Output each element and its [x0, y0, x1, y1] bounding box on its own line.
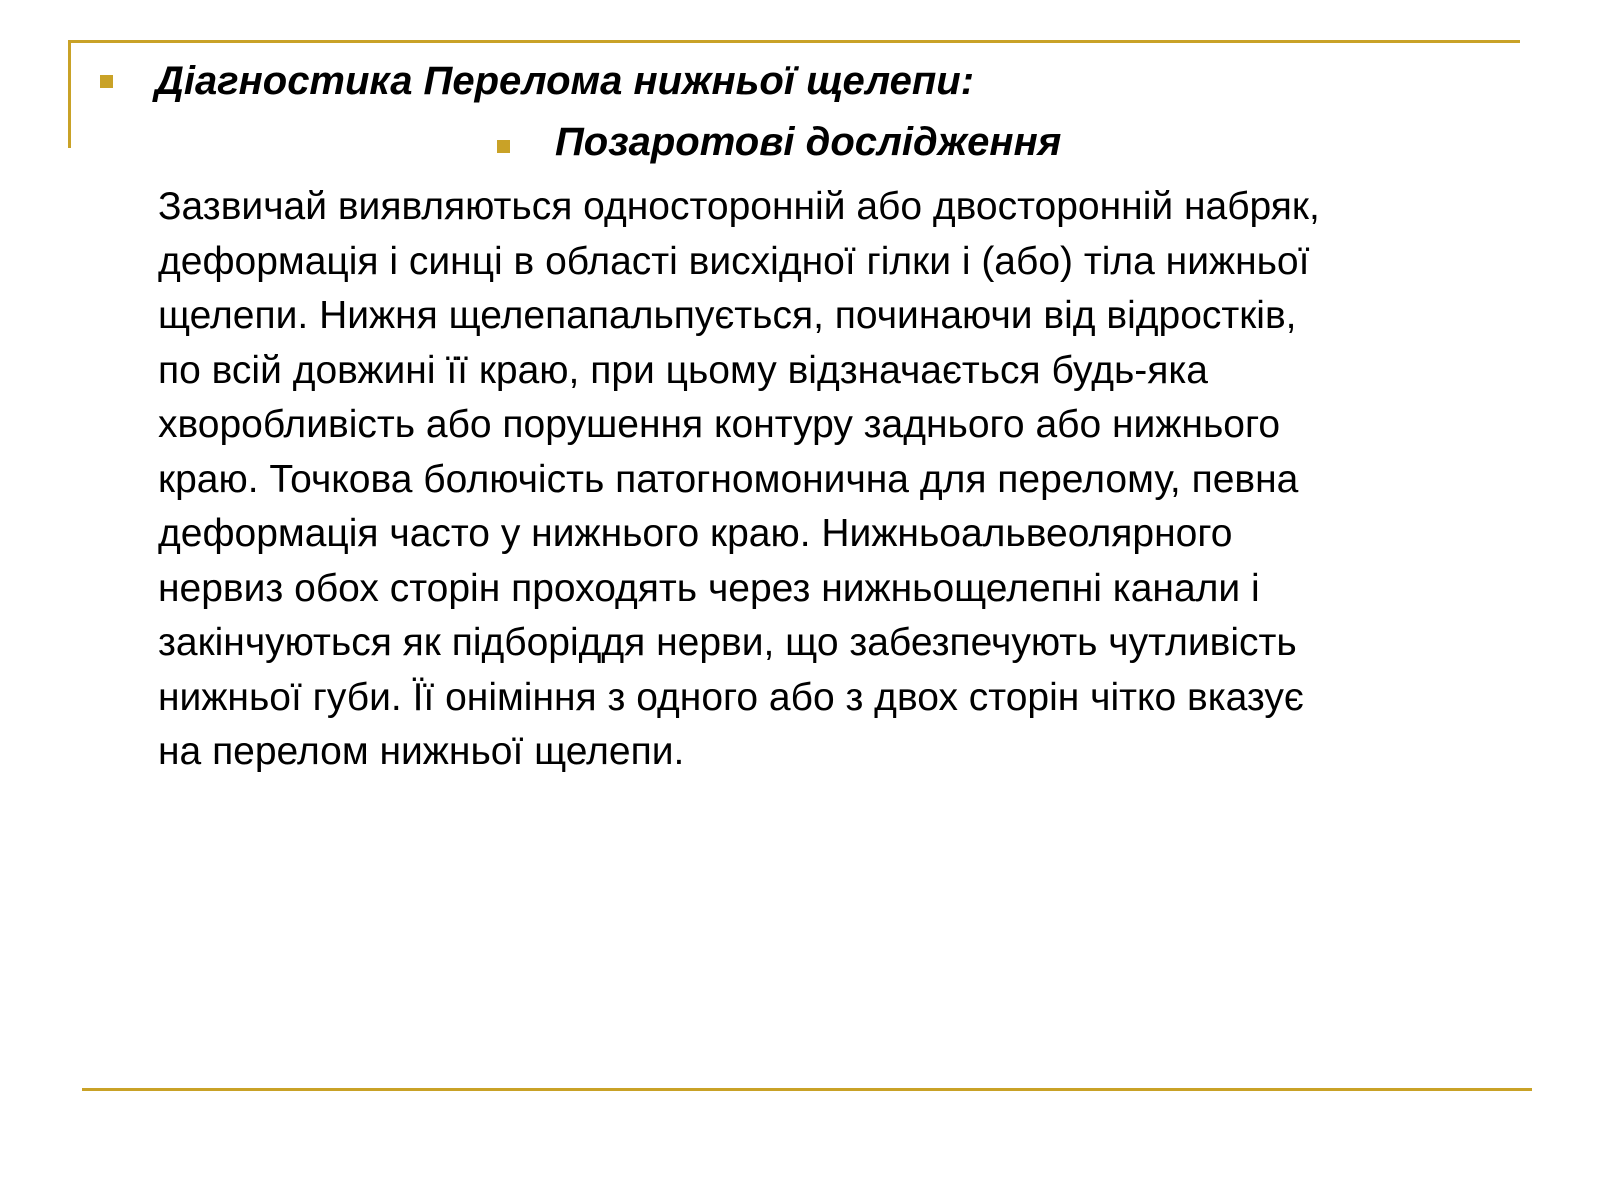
- square-bullet-icon: [497, 140, 510, 153]
- body-line: по всій довжині її краю, при цьому відзначається будь-яка: [158, 348, 1208, 392]
- square-bullet-icon: [100, 75, 113, 88]
- body-line: Зазвичай виявляються односторонній або двосторонній набряк,: [158, 185, 1320, 228]
- body-line: деформація і синці в області висхідної гілки і (або) тіла нижньої: [158, 239, 1310, 283]
- slide-heading: Діагностика Перелома нижньої щелепи:: [155, 59, 975, 103]
- body-line: на перелом нижньої щелепи.: [158, 730, 685, 773]
- body-line: нижньої губи. Її оніміння з одного або з двох сторін чітко вказує: [158, 675, 1304, 719]
- body-line: деформація часто у нижнього краю. Нижньоальвеолярного: [158, 512, 1233, 555]
- left-divider: [68, 40, 71, 148]
- slide-subheading: Позаротові дослідження: [555, 120, 1062, 164]
- body-line: хворобливість або порушення контуру заднього або нижнього: [158, 403, 1281, 446]
- body-line: краю. Точкова болючість патогномонична для перелому, певна: [158, 457, 1299, 501]
- body-line: щелепи. Нижня щелепапальпується, починаючи від відростків,: [158, 294, 1297, 337]
- body-paragraph: [158, 180, 1518, 780]
- top-divider: [68, 40, 1520, 43]
- body-line: закінчуються як підборіддя нерви, що забезпечують чутливість: [158, 621, 1297, 664]
- bottom-divider: [82, 1088, 1532, 1091]
- body-line: нервиз обох сторін проходять через нижньощелепні канали і: [158, 566, 1260, 610]
